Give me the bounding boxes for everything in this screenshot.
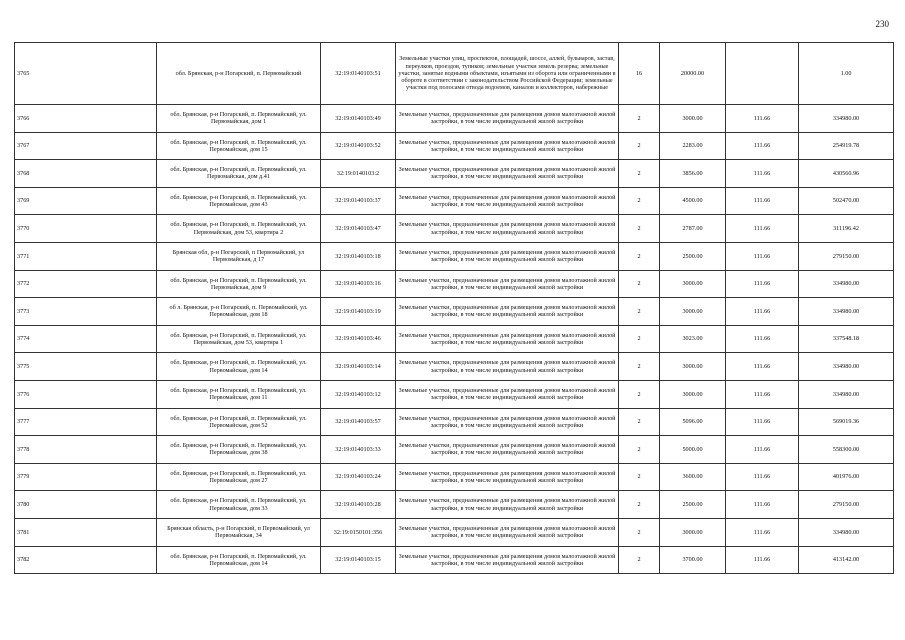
page-number: 230 bbox=[875, 19, 889, 29]
row-number-cell: 3781 bbox=[15, 518, 157, 546]
group-cell: 2 bbox=[619, 105, 660, 133]
specific-value-cell: 111.66 bbox=[726, 132, 799, 160]
cadastral-number-cell: 32:19:0140103:28 bbox=[321, 491, 396, 519]
land-use-cell: Земельные участки, предназначенные для размещения домов малоэтажной жилой застройки, в том числе индивидуальной жилой застройки bbox=[396, 436, 619, 464]
cadastral-value-cell: 569019.36 bbox=[799, 408, 894, 436]
land-use-cell: Земельные участки, предназначенные для размещения домов малоэтажной жилой застройки, в том числе индивидуальной жилой застройки bbox=[396, 325, 619, 353]
cadastral-value-cell: 254919.78 bbox=[799, 132, 894, 160]
group-cell: 2 bbox=[619, 242, 660, 270]
table-row bbox=[15, 242, 894, 270]
specific-value-cell: 111.66 bbox=[726, 105, 799, 133]
area-cell: 4500.00 bbox=[660, 187, 726, 215]
cadastral-number-cell: 32:19:0140103:52 bbox=[321, 132, 396, 160]
cadastral-value-table bbox=[14, 42, 894, 574]
table-row bbox=[15, 132, 894, 160]
cadastral-number-cell: 32:19:0140103:18 bbox=[321, 242, 396, 270]
group-cell: 16 bbox=[619, 43, 660, 105]
table-row bbox=[15, 546, 894, 574]
specific-value-cell: 111.66 bbox=[726, 242, 799, 270]
area-cell: 2283.00 bbox=[660, 132, 726, 160]
cadastral-number-cell: 32:19:0140103:57 bbox=[321, 408, 396, 436]
address-cell: обл. Брянская, р-н Погарский, п. Первомайский, ул. Первомайская, дом 9 bbox=[157, 270, 321, 298]
land-use-cell: Земельные участки, предназначенные для размещения домов малоэтажной жилой застройки, в том числе индивидуальной жилой застройки bbox=[396, 270, 619, 298]
area-cell: 3023.00 bbox=[660, 325, 726, 353]
specific-value-cell: 111.66 bbox=[726, 408, 799, 436]
address-cell: обл. Брянская, р-н Погарский, п. Первомайский, ул. Первомайская, дом 33 bbox=[157, 491, 321, 519]
address-cell: Брянская обл, р-н Погарский, п Первомайский, ул Первомайская, д 17 bbox=[157, 242, 321, 270]
group-cell: 2 bbox=[619, 546, 660, 574]
land-use-cell: Земельные участки, предназначенные для размещения домов малоэтажной жилой застройки, в том числе индивидуальной жилой застройки bbox=[396, 242, 619, 270]
group-cell: 2 bbox=[619, 380, 660, 408]
group-cell: 2 bbox=[619, 518, 660, 546]
row-number-cell: 3782 bbox=[15, 546, 157, 574]
row-number-cell: 3775 bbox=[15, 353, 157, 381]
row-number-cell: 3779 bbox=[15, 463, 157, 491]
specific-value-cell: 111.66 bbox=[726, 187, 799, 215]
cadastral-value-cell: 334980.00 bbox=[799, 270, 894, 298]
group-cell: 2 bbox=[619, 436, 660, 464]
address-cell: обл. Брянская, р-н Погарский, п. Первомайский, ул. Первомайская, дом д.41 bbox=[157, 160, 321, 188]
row-number-cell: 3777 bbox=[15, 408, 157, 436]
table-row bbox=[15, 463, 894, 491]
table-body bbox=[15, 43, 894, 574]
area-cell: 2500.00 bbox=[660, 242, 726, 270]
cadastral-value-cell: 558300.00 bbox=[799, 436, 894, 464]
area-cell: 3600.00 bbox=[660, 463, 726, 491]
group-cell: 2 bbox=[619, 298, 660, 326]
area-cell: 3000.00 bbox=[660, 353, 726, 381]
table-row bbox=[15, 43, 894, 105]
cadastral-value-cell: 401976.00 bbox=[799, 463, 894, 491]
specific-value-cell: 111.66 bbox=[726, 270, 799, 298]
cadastral-value-cell: 334980.00 bbox=[799, 298, 894, 326]
specific-value-cell: 111.66 bbox=[726, 215, 799, 243]
cadastral-number-cell: 32:19:0140103:51 bbox=[321, 43, 396, 105]
table-row bbox=[15, 380, 894, 408]
row-number-cell: 3766 bbox=[15, 105, 157, 133]
area-cell: 3000.00 bbox=[660, 518, 726, 546]
cadastral-number-cell: 32:19:0140103:19 bbox=[321, 298, 396, 326]
address-cell: об л. Брянская, р-н Погарский, п. Первомайский, ул. Первомайская, дом 18 bbox=[157, 298, 321, 326]
area-cell: 5000.00 bbox=[660, 436, 726, 464]
table-row bbox=[15, 187, 894, 215]
specific-value-cell: 111.66 bbox=[726, 491, 799, 519]
address-cell: обл. Брянская, р-н Погарский, п. Первомайский, ул. Первомайская, дом 43 bbox=[157, 187, 321, 215]
table-row bbox=[15, 160, 894, 188]
specific-value-cell: 111.66 bbox=[726, 546, 799, 574]
table-row bbox=[15, 325, 894, 353]
land-use-cell: Земельные участки, предназначенные для размещения домов малоэтажной жилой застройки, в том числе индивидуальной жилой застройки bbox=[396, 463, 619, 491]
cadastral-value-cell: 311196.42 bbox=[799, 215, 894, 243]
specific-value-cell: 111.66 bbox=[726, 325, 799, 353]
land-use-cell: Земельные участки улиц, проспектов, площадей, шоссе, аллей, бульваров, застав, переулков, проездов, тупиков; земельные участки земель резерва; земельные участки, занятые водными объектами, изъятыми из оборота или ограниченными в обороте в соответствии с законодательством Российской Федерации; земельные участки под полосами отвода водоемов, каналов и коллекторов, набережные bbox=[396, 43, 619, 105]
address-cell: обл. Брянская, р-н Погарский, п. Первомайский, ул. Первомайская, дом 11 bbox=[157, 380, 321, 408]
table-row bbox=[15, 270, 894, 298]
specific-value-cell: 111.66 bbox=[726, 436, 799, 464]
table-row bbox=[15, 353, 894, 381]
cadastral-value-cell: 430560.96 bbox=[799, 160, 894, 188]
address-cell: Брянская область, р-н Погарский, п Первомайский, ул Первомайская, 34 bbox=[157, 518, 321, 546]
area-cell: 20000.00 bbox=[660, 43, 726, 105]
address-cell: обл. Брянская, р-н Погарский, п. Первомайский, ул. Первомайская, дом 53, квартира 2 bbox=[157, 215, 321, 243]
cadastral-value-cell: 334980.00 bbox=[799, 353, 894, 381]
area-cell: 3000.00 bbox=[660, 270, 726, 298]
area-cell: 3700.00 bbox=[660, 546, 726, 574]
cadastral-value-cell: 334980.00 bbox=[799, 380, 894, 408]
group-cell: 2 bbox=[619, 463, 660, 491]
address-cell: обл. Брянская, р-н Погарский, п. Первомайский, ул. Первомайская, дом 14 bbox=[157, 546, 321, 574]
address-cell: обл. Брянская, р-н Погарский, п. Первомайский, ул. Первомайская, дом 1 bbox=[157, 105, 321, 133]
table-row bbox=[15, 298, 894, 326]
row-number-cell: 3774 bbox=[15, 325, 157, 353]
cadastral-number-cell: 32:19:0140103:2 bbox=[321, 160, 396, 188]
area-cell: 2500.00 bbox=[660, 491, 726, 519]
row-number-cell: 3769 bbox=[15, 187, 157, 215]
land-use-cell: Земельные участки, предназначенные для размещения домов малоэтажной жилой застройки, в том числе индивидуальной жилой застройки bbox=[396, 408, 619, 436]
land-use-cell: Земельные участки, предназначенные для размещения домов малоэтажной жилой застройки, в том числе индивидуальной жилой застройки bbox=[396, 160, 619, 188]
land-use-cell: Земельные участки, предназначенные для размещения домов малоэтажной жилой застройки, в том числе индивидуальной жилой застройки bbox=[396, 353, 619, 381]
land-use-cell: Земельные участки, предназначенные для размещения домов малоэтажной жилой застройки, в том числе индивидуальной жилой застройки bbox=[396, 546, 619, 574]
area-cell: 3000.00 bbox=[660, 298, 726, 326]
cadastral-number-cell: 32:19:0150101:356 bbox=[321, 518, 396, 546]
cadastral-value-cell: 279150.00 bbox=[799, 242, 894, 270]
group-cell: 2 bbox=[619, 215, 660, 243]
address-cell: обл. Брянская, р-н Погарский, п. Первомайский bbox=[157, 43, 321, 105]
group-cell: 2 bbox=[619, 187, 660, 215]
land-use-cell: Земельные участки, предназначенные для размещения домов малоэтажной жилой застройки, в том числе индивидуальной жилой застройки bbox=[396, 380, 619, 408]
group-cell: 2 bbox=[619, 491, 660, 519]
area-cell: 5096.00 bbox=[660, 408, 726, 436]
address-cell: обл. Брянская, р-н Погарский, п. Первомайский, ул. Первомайская, дом 15 bbox=[157, 132, 321, 160]
land-use-cell: Земельные участки, предназначенные для размещения домов малоэтажной жилой застройки, в том числе индивидуальной жилой застройки bbox=[396, 132, 619, 160]
specific-value-cell: 111.66 bbox=[726, 353, 799, 381]
specific-value-cell: 111.66 bbox=[726, 160, 799, 188]
group-cell: 2 bbox=[619, 270, 660, 298]
address-cell: обл. Брянская, р-н Погарский, п. Первомайский, ул. Первомайская, дом 53, квартира 1 bbox=[157, 325, 321, 353]
cadastral-number-cell: 32:19:0140103:49 bbox=[321, 105, 396, 133]
address-cell: обл. Брянская, р-н Погарский, п. Первомайский, ул. Первомайская, дом 27 bbox=[157, 463, 321, 491]
cadastral-number-cell: 32:19:0140103:37 bbox=[321, 187, 396, 215]
row-number-cell: 3778 bbox=[15, 436, 157, 464]
area-cell: 2787.00 bbox=[660, 215, 726, 243]
land-use-cell: Земельные участки, предназначенные для размещения домов малоэтажной жилой застройки, в том числе индивидуальной жилой застройки bbox=[396, 105, 619, 133]
row-number-cell: 3773 bbox=[15, 298, 157, 326]
cadastral-value-cell: 337548.18 bbox=[799, 325, 894, 353]
address-cell: обл. Брянская, р-н Погарский, п. Первомайский, ул. Первомайская, дом 52 bbox=[157, 408, 321, 436]
cadastral-value-cell: 413142.00 bbox=[799, 546, 894, 574]
row-number-cell: 3776 bbox=[15, 380, 157, 408]
table-row bbox=[15, 436, 894, 464]
cadastral-value-cell: 502470.00 bbox=[799, 187, 894, 215]
cadastral-number-cell: 32:19:0140103:33 bbox=[321, 436, 396, 464]
specific-value-cell: 111.66 bbox=[726, 380, 799, 408]
area-cell: 3000.00 bbox=[660, 380, 726, 408]
specific-value-cell: 111.66 bbox=[726, 463, 799, 491]
area-cell: 3856.00 bbox=[660, 160, 726, 188]
cadastral-number-cell: 32:19:0140103:16 bbox=[321, 270, 396, 298]
cadastral-value-cell: 1.00 bbox=[799, 43, 894, 105]
group-cell: 2 bbox=[619, 325, 660, 353]
cadastral-number-cell: 32:19:0140103:12 bbox=[321, 380, 396, 408]
row-number-cell: 3765 bbox=[15, 43, 157, 105]
land-use-cell: Земельные участки, предназначенные для размещения домов малоэтажной жилой застройки, в том числе индивидуальной жилой застройки bbox=[396, 518, 619, 546]
land-use-cell: Земельные участки, предназначенные для размещения домов малоэтажной жилой застройки, в том числе индивидуальной жилой застройки bbox=[396, 298, 619, 326]
row-number-cell: 3767 bbox=[15, 132, 157, 160]
row-number-cell: 3768 bbox=[15, 160, 157, 188]
land-use-cell: Земельные участки, предназначенные для размещения домов малоэтажной жилой застройки, в том числе индивидуальной жилой застройки bbox=[396, 187, 619, 215]
table-row bbox=[15, 408, 894, 436]
cadastral-number-cell: 32:19:0140103:15 bbox=[321, 546, 396, 574]
group-cell: 2 bbox=[619, 132, 660, 160]
row-number-cell: 3772 bbox=[15, 270, 157, 298]
row-number-cell: 3780 bbox=[15, 491, 157, 519]
cadastral-value-cell: 334980.00 bbox=[799, 105, 894, 133]
cadastral-number-cell: 32:19:0140103:47 bbox=[321, 215, 396, 243]
group-cell: 2 bbox=[619, 160, 660, 188]
row-number-cell: 3771 bbox=[15, 242, 157, 270]
table-row bbox=[15, 518, 894, 546]
table-row bbox=[15, 491, 894, 519]
table-row bbox=[15, 215, 894, 243]
cadastral-value-cell: 334980.00 bbox=[799, 518, 894, 546]
address-cell: обл. Брянская, р-н Погарский, п. Первомайский, ул. Первомайская, дом 38 bbox=[157, 436, 321, 464]
specific-value-cell bbox=[726, 43, 799, 105]
row-number-cell: 3770 bbox=[15, 215, 157, 243]
cadastral-number-cell: 32:19:0140103:24 bbox=[321, 463, 396, 491]
group-cell: 2 bbox=[619, 353, 660, 381]
address-cell: обл. Брянская, р-н Погарский, п. Первомайский, ул. Первомайская, дом 14 bbox=[157, 353, 321, 381]
cadastral-number-cell: 32:19:0140103:14 bbox=[321, 353, 396, 381]
group-cell: 2 bbox=[619, 408, 660, 436]
table-row bbox=[15, 105, 894, 133]
land-use-cell: Земельные участки, предназначенные для размещения домов малоэтажной жилой застройки, в том числе индивидуальной жилой застройки bbox=[396, 215, 619, 243]
specific-value-cell: 111.66 bbox=[726, 518, 799, 546]
specific-value-cell: 111.66 bbox=[726, 298, 799, 326]
land-use-cell: Земельные участки, предназначенные для размещения домов малоэтажной жилой застройки, в том числе индивидуальной жилой застройки bbox=[396, 491, 619, 519]
cadastral-value-cell: 279150.00 bbox=[799, 491, 894, 519]
cadastral-number-cell: 32:19:0140103:46 bbox=[321, 325, 396, 353]
area-cell: 3000.00 bbox=[660, 105, 726, 133]
